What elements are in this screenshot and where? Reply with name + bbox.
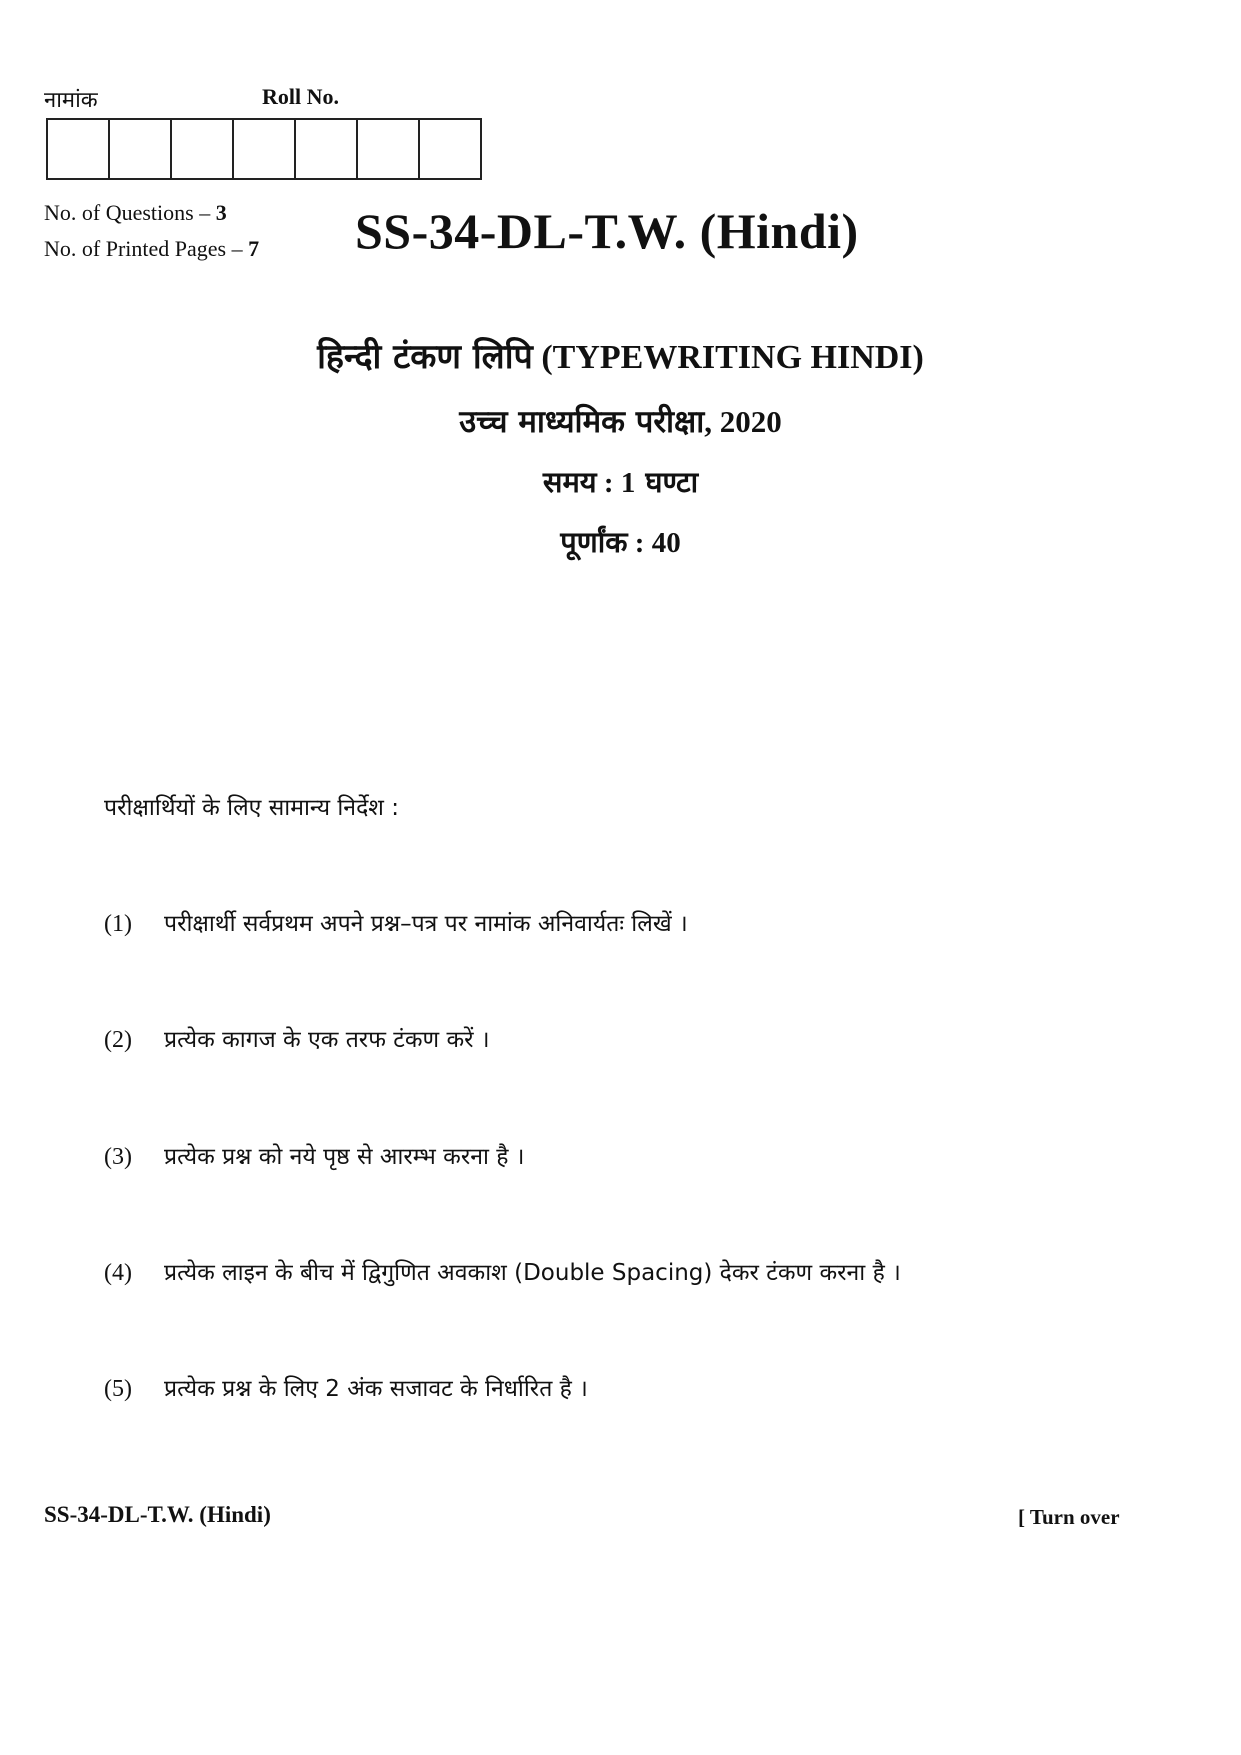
roll-number-boxes <box>46 118 482 180</box>
roll-number-box <box>110 118 172 180</box>
instruction-number: (4) <box>104 1260 132 1286</box>
exam-name <box>0 400 1241 442</box>
instruction-number: (2) <box>104 1027 132 1053</box>
marks-separator: : <box>627 527 652 559</box>
printed-pages-count <box>44 236 259 262</box>
instruction-item <box>104 1255 901 1287</box>
subject-title-hindi: हिन्दी टंकण लिपि <box>317 337 533 377</box>
instruction-item <box>104 1022 490 1054</box>
roll-number-box <box>234 118 296 180</box>
exam-name-hindi: उच्च माध्यमिक परीक्षा <box>459 404 705 440</box>
roll-number-box <box>296 118 358 180</box>
roll-number-box <box>358 118 420 180</box>
instruction-number: (5) <box>104 1376 132 1402</box>
marks-value: 40 <box>651 527 681 559</box>
printed-pages-value: 7 <box>248 236 260 261</box>
time-unit: घण्टा <box>635 465 699 499</box>
paper-code-title: SS-34-DL-T.W. (Hindi) <box>355 203 859 259</box>
marks-label: पूर्णांक <box>560 525 628 559</box>
instruction-text: प्रत्येक कागज के एक तरफ टंकण करें । <box>164 1027 490 1053</box>
roll-number-label-hindi: नामांक <box>44 88 98 113</box>
time-label: समय <box>542 465 597 499</box>
printed-pages-label: No. of Printed Pages – <box>44 236 249 261</box>
subject-title-english: (TYPEWRITING HINDI) <box>532 339 924 376</box>
time-separator: : <box>596 467 621 499</box>
instruction-item <box>104 1371 588 1403</box>
instruction-text: परीक्षार्थी सर्वप्रथम अपने प्रश्न–पत्र पर नामांक अनिवार्यतः लिखें । <box>164 911 688 937</box>
instruction-item <box>104 906 688 938</box>
instructions-heading: परीक्षार्थियों के लिए सामान्य निर्देश : <box>104 795 399 821</box>
roll-number-label: Roll No. <box>262 84 339 109</box>
time-value: 1 <box>620 467 636 499</box>
questions-count-label: No. of Questions – <box>44 200 216 225</box>
instruction-text: प्रत्येक लाइन के बीच में द्विगुणित अवकाश (Double Spacing) देकर टंकण करना है । <box>164 1260 901 1286</box>
instruction-item <box>104 1139 525 1171</box>
roll-number-box <box>172 118 234 180</box>
turn-over-note: [ Turn over <box>1018 1505 1120 1529</box>
instruction-number: (1) <box>104 911 132 937</box>
instruction-number: (3) <box>104 1144 132 1170</box>
maximum-marks <box>0 522 1241 561</box>
exam-year: , 2020 <box>704 404 782 439</box>
roll-number-box <box>420 118 482 180</box>
roll-number-box <box>48 118 110 180</box>
footer-paper-code: SS-34-DL-T.W. (Hindi) <box>44 1502 271 1527</box>
exam-duration <box>0 462 1241 501</box>
subject-title <box>0 332 1241 378</box>
instruction-text: प्रत्येक प्रश्न के लिए 2 अंक सजावट के निर्धारित है । <box>164 1376 588 1402</box>
instruction-text: प्रत्येक प्रश्न को नये पृष्ठ से आरम्भ करना है । <box>164 1144 525 1170</box>
questions-count <box>44 200 227 226</box>
questions-count-value: 3 <box>215 200 227 225</box>
